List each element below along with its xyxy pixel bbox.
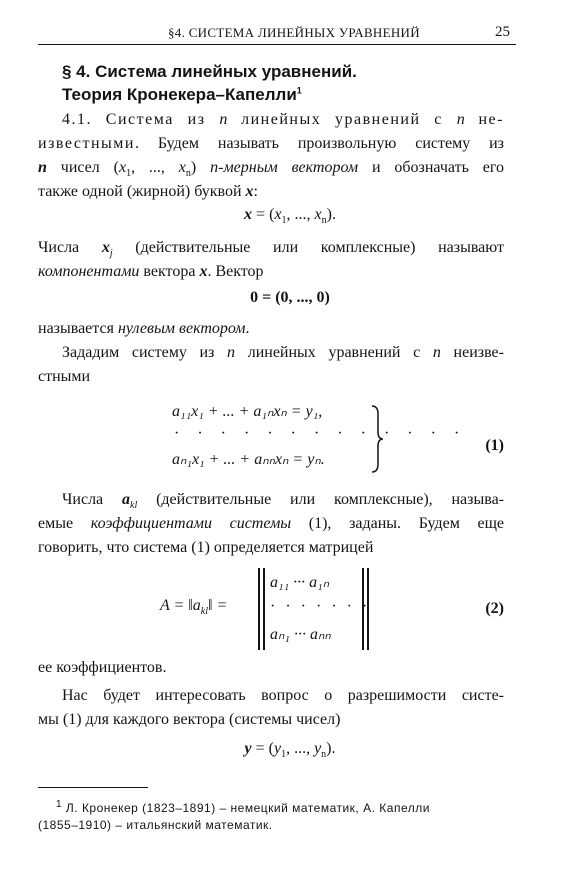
text: вектора — [139, 263, 200, 280]
text: линейных уравнений с — [235, 344, 433, 361]
var: x — [314, 206, 322, 223]
running-title: §4. СИСТЕМА ЛИНЕЙНЫХ УРАВНЕНИЙ — [168, 25, 420, 40]
page-header — [38, 24, 516, 46]
sub: kl — [130, 500, 138, 512]
text: . Будем называть произвольную систему из — [134, 135, 504, 152]
para7-line2: мы (1) для каждого вектора (системы чисел) — [38, 711, 341, 728]
equation-x — [0, 206, 580, 226]
var: x — [244, 206, 253, 223]
var-x: x — [245, 183, 254, 200]
text: ). — [326, 740, 336, 757]
para7-line1: Нас будет интересовать вопрос о разрешимости систе- — [62, 687, 504, 704]
footnote-rule — [38, 787, 148, 788]
sub: j — [109, 248, 113, 260]
para3 — [38, 317, 504, 341]
system-row-n: aₙ₁x₁ + ... + aₙₙxₙ = yₙ. — [172, 451, 325, 468]
text: ) — [190, 159, 211, 176]
footnote-ref: 1 — [296, 85, 302, 96]
text: ‖ = — [208, 597, 228, 614]
term: n-мерным вектором — [210, 159, 359, 176]
para5-line3: говорить, что система (1) определяется матрицей — [38, 539, 374, 556]
para6: ее коэффициентов. — [38, 659, 167, 676]
sub: n — [321, 215, 327, 227]
footnote-line2: (1855–1910) – итальянский математик. — [38, 818, 273, 832]
var: y — [273, 740, 282, 757]
section-heading-line1: § 4. Система линейных уравнений. — [62, 62, 357, 81]
term: компонентами — [38, 263, 140, 280]
matrix-row-dots: · · · · · · · — [270, 598, 371, 615]
para5-line2 — [38, 512, 504, 536]
var-n: n — [456, 111, 465, 128]
header-rule — [38, 44, 516, 45]
var: y — [314, 740, 322, 757]
system-row-dots: · · · · · · · · · · · · · — [174, 425, 467, 442]
var-x: x — [101, 239, 110, 256]
text: , ..., — [286, 740, 315, 757]
var-n: n — [38, 159, 47, 176]
text: называется — [38, 320, 118, 337]
text: Числа — [62, 491, 122, 508]
footnote-mark: 1 — [56, 799, 63, 810]
text: A = ‖a — [160, 597, 201, 614]
equation-y — [0, 740, 580, 760]
text: (действительные или комплексные), называ- — [137, 491, 504, 508]
text: и обозначать его — [358, 159, 505, 176]
matrix-lhs — [160, 597, 227, 617]
var-x: x — [178, 159, 186, 176]
para4-line2: стными — [38, 368, 91, 385]
sub: kl — [200, 606, 208, 618]
page-number: 25 — [495, 24, 510, 40]
text: (действительные или комплексные) называют — [112, 239, 504, 256]
text: , ..., — [286, 206, 315, 223]
var-a: a — [122, 491, 130, 508]
text: чисел ( — [46, 159, 119, 176]
matrix-row-n: aₙ₁ ··· aₙₙ — [270, 626, 331, 643]
text: 4.1. Система из — [62, 111, 220, 128]
text: = ( — [252, 206, 275, 223]
text: (1), заданы. Будем еще — [291, 515, 505, 532]
sub: n — [321, 749, 327, 761]
sub: 1 — [126, 168, 132, 180]
text: Л. Кронекер (1823–1891) – немецкий математик, А. Капелли — [62, 801, 430, 815]
matrix-left-bar-inner — [263, 568, 265, 650]
text: емые — [38, 515, 91, 532]
para1-line1 — [62, 108, 504, 132]
text: ). — [326, 206, 336, 223]
var-n: n — [227, 344, 236, 361]
text: , ..., — [131, 159, 179, 176]
matrix-left-bar-outer — [258, 568, 260, 650]
text: . — [245, 320, 250, 337]
text: . Вектор — [207, 263, 264, 280]
text: линейных уравнений с — [227, 111, 457, 128]
sub: 1 — [281, 749, 287, 761]
text: Числа — [38, 239, 102, 256]
matrix-row-1: a₁₁ ··· a₁ₙ — [270, 574, 330, 591]
term: коэффициентами системы — [90, 515, 292, 532]
text: не- — [464, 111, 504, 128]
text: также одной (жирной) буквой — [38, 183, 246, 200]
var-n: n — [219, 111, 228, 128]
section-heading-line2 — [62, 85, 302, 105]
text: = ( — [251, 740, 274, 757]
sub: 1 — [281, 215, 287, 227]
var-n: n — [432, 344, 441, 361]
right-brace-icon — [370, 404, 384, 474]
var: x — [274, 206, 282, 223]
var-x: x — [118, 159, 127, 176]
section-heading-title: Теория Кронекера–Капелли — [62, 85, 297, 104]
system-row-1: a₁₁x₁ + ... + a₁ₙxₙ = y₁, — [172, 403, 323, 420]
equation-number-2: (2) — [485, 600, 504, 617]
equation-zero: 0 = (0, ..., 0) — [250, 289, 330, 306]
text: Зададим систему из — [62, 344, 228, 361]
var-x: x — [199, 263, 208, 280]
sub: n — [185, 168, 191, 180]
para4-line1 — [62, 341, 504, 365]
para2-line2 — [38, 260, 504, 284]
para1-line4 — [38, 180, 504, 204]
text: неизве- — [440, 344, 504, 361]
equation-number-1: (1) — [485, 437, 504, 454]
text: известными — [38, 135, 135, 152]
term: нулевым вектором — [117, 320, 246, 337]
text: : — [253, 183, 258, 200]
para1-line2 — [38, 132, 504, 156]
var: y — [244, 740, 252, 757]
